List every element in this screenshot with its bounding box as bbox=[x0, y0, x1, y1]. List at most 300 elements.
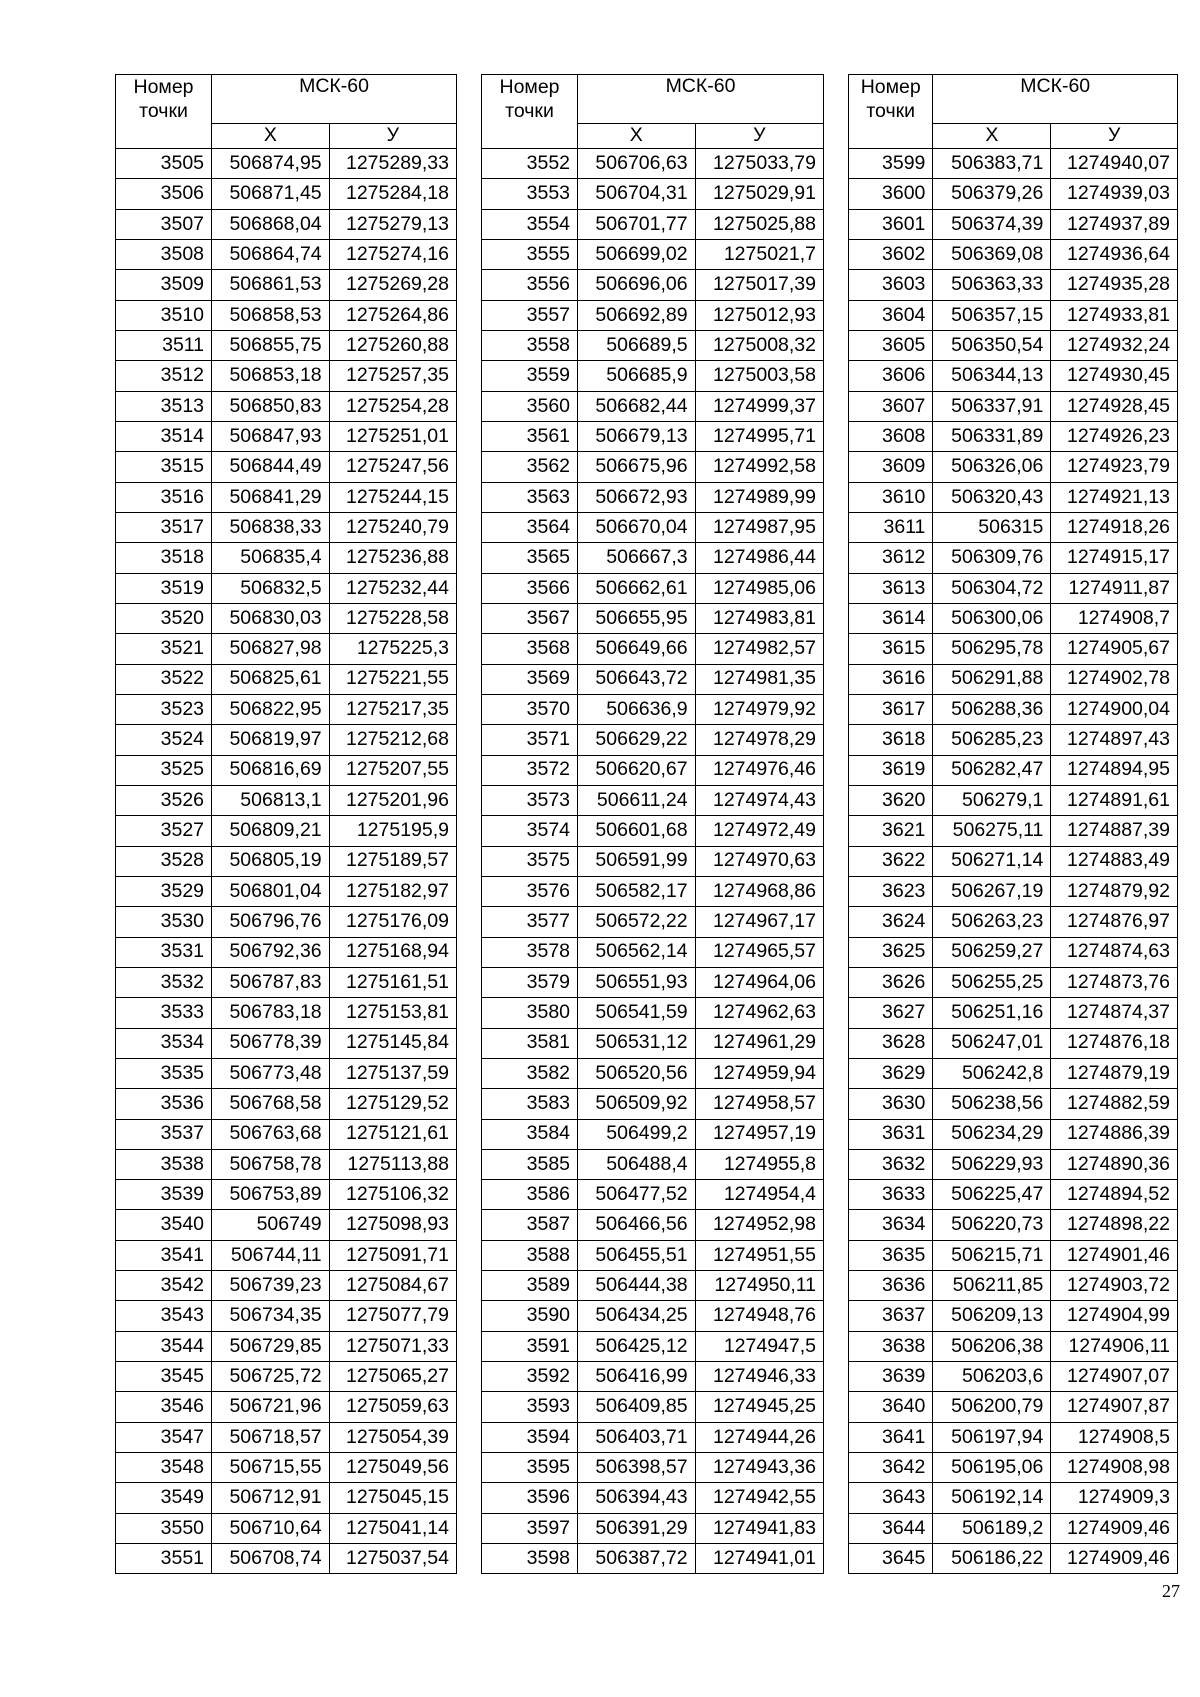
x-coordinate-cell: 506847,93 bbox=[212, 421, 330, 451]
table-row bbox=[116, 1453, 457, 1483]
x-coordinate-cell: 506369,08 bbox=[933, 239, 1051, 269]
x-coordinate-cell: 506858,53 bbox=[212, 300, 330, 330]
point-number-cell: 3584 bbox=[482, 1119, 578, 1149]
x-coordinate-cell: 506192,14 bbox=[933, 1483, 1051, 1513]
y-coordinate-cell: 1274978,29 bbox=[695, 725, 823, 755]
y-coordinate-cell: 1274943,36 bbox=[695, 1453, 823, 1483]
y-coordinate-cell: 1275207,55 bbox=[329, 755, 456, 785]
point-number-cell: 3555 bbox=[482, 239, 578, 269]
point-number-cell: 3556 bbox=[482, 270, 578, 300]
table-row bbox=[849, 1483, 1178, 1513]
table-row bbox=[116, 1544, 457, 1574]
point-number-cell: 3525 bbox=[116, 755, 212, 785]
x-coordinate-cell: 506701,77 bbox=[578, 209, 696, 239]
table-row bbox=[482, 330, 824, 360]
table-row bbox=[849, 482, 1178, 512]
x-coordinate-cell: 506620,67 bbox=[578, 755, 696, 785]
x-coordinate-cell: 506541,59 bbox=[578, 998, 696, 1028]
table-row bbox=[849, 391, 1178, 421]
table-row bbox=[482, 937, 824, 967]
y-coordinate-cell: 1274942,55 bbox=[695, 1483, 823, 1513]
x-coordinate-cell: 506667,3 bbox=[578, 543, 696, 573]
table-row bbox=[849, 1058, 1178, 1088]
y-coordinate-cell: 1275254,28 bbox=[329, 391, 456, 421]
table-row bbox=[116, 452, 457, 482]
y-coordinate-cell: 1275182,97 bbox=[329, 876, 456, 906]
point-number-cell: 3530 bbox=[116, 907, 212, 937]
x-coordinate-cell: 506809,21 bbox=[212, 816, 330, 846]
point-number-cell: 3613 bbox=[849, 573, 933, 603]
point-number-cell: 3531 bbox=[116, 937, 212, 967]
x-coordinate-cell: 506655,95 bbox=[578, 603, 696, 633]
y-coordinate-cell: 1274940,07 bbox=[1051, 149, 1178, 179]
x-coordinate-cell: 506247,01 bbox=[933, 1028, 1051, 1058]
table-row bbox=[482, 239, 824, 269]
x-coordinate-cell: 506255,25 bbox=[933, 967, 1051, 997]
x-coordinate-cell: 506778,39 bbox=[212, 1028, 330, 1058]
x-coordinate-cell: 506718,57 bbox=[212, 1422, 330, 1452]
point-number-cell: 3514 bbox=[116, 421, 212, 451]
x-coordinate-cell: 506234,29 bbox=[933, 1119, 1051, 1149]
table-row bbox=[482, 603, 824, 633]
table-row bbox=[482, 179, 824, 209]
y-coordinate-cell: 1275176,09 bbox=[329, 907, 456, 937]
point-number-cell: 3593 bbox=[482, 1392, 578, 1422]
x-column-header: Х bbox=[933, 124, 1051, 149]
point-number-cell: 3508 bbox=[116, 239, 212, 269]
y-coordinate-cell: 1274894,52 bbox=[1051, 1180, 1178, 1210]
table-row bbox=[849, 725, 1178, 755]
x-coordinate-cell: 506827,98 bbox=[212, 634, 330, 664]
point-number-cell: 3559 bbox=[482, 361, 578, 391]
page-number: 27 bbox=[1162, 1581, 1180, 1601]
y-coordinate-cell: 1274882,59 bbox=[1051, 1089, 1178, 1119]
point-number-cell: 3621 bbox=[849, 816, 933, 846]
y-coordinate-cell: 1274908,5 bbox=[1051, 1422, 1178, 1452]
x-coordinate-cell: 506792,36 bbox=[212, 937, 330, 967]
y-coordinate-cell: 1274903,72 bbox=[1051, 1271, 1178, 1301]
table-row bbox=[116, 1513, 457, 1543]
y-coordinate-cell: 1274972,49 bbox=[695, 816, 823, 846]
x-coordinate-cell: 506572,22 bbox=[578, 907, 696, 937]
point-number-cell: 3590 bbox=[482, 1301, 578, 1331]
y-coordinate-cell: 1274954,4 bbox=[695, 1180, 823, 1210]
y-coordinate-cell: 1274999,37 bbox=[695, 391, 823, 421]
x-coordinate-cell: 506263,23 bbox=[933, 907, 1051, 937]
x-coordinate-cell: 506238,56 bbox=[933, 1089, 1051, 1119]
table-row bbox=[849, 512, 1178, 542]
point-number-cell: 3535 bbox=[116, 1058, 212, 1088]
y-coordinate-cell: 1275008,32 bbox=[695, 330, 823, 360]
point-number-cell: 3519 bbox=[116, 573, 212, 603]
x-coordinate-cell: 506871,45 bbox=[212, 179, 330, 209]
y-coordinate-cell: 1275021,7 bbox=[695, 239, 823, 269]
point-number-cell: 3549 bbox=[116, 1483, 212, 1513]
y-coordinate-cell: 1274932,24 bbox=[1051, 330, 1178, 360]
x-coordinate-cell: 506195,06 bbox=[933, 1453, 1051, 1483]
y-coordinate-cell: 1274905,67 bbox=[1051, 634, 1178, 664]
x-coordinate-cell: 506331,89 bbox=[933, 421, 1051, 451]
table-row bbox=[482, 876, 824, 906]
point-number-cell: 3572 bbox=[482, 755, 578, 785]
point-number-cell: 3561 bbox=[482, 421, 578, 451]
table-row bbox=[482, 816, 824, 846]
x-coordinate-cell: 506229,93 bbox=[933, 1149, 1051, 1179]
point-number-cell: 3516 bbox=[116, 482, 212, 512]
point-number-cell: 3645 bbox=[849, 1544, 933, 1574]
point-number-cell: 3532 bbox=[116, 967, 212, 997]
y-coordinate-cell: 1274961,29 bbox=[695, 1028, 823, 1058]
y-coordinate-cell: 1275084,67 bbox=[329, 1271, 456, 1301]
y-coordinate-cell: 1274911,87 bbox=[1051, 573, 1178, 603]
x-coordinate-cell: 506275,11 bbox=[933, 816, 1051, 846]
point-number-cell: 3544 bbox=[116, 1331, 212, 1361]
table-row bbox=[482, 998, 824, 1028]
point-number-cell: 3528 bbox=[116, 846, 212, 876]
point-number-cell: 3563 bbox=[482, 482, 578, 512]
point-number-header bbox=[116, 75, 212, 149]
y-coordinate-cell: 1274883,49 bbox=[1051, 846, 1178, 876]
point-number-cell: 3518 bbox=[116, 543, 212, 573]
y-coordinate-cell: 1275129,52 bbox=[329, 1089, 456, 1119]
point-number-cell: 3509 bbox=[116, 270, 212, 300]
table-row bbox=[482, 270, 824, 300]
y-coordinate-cell: 1274967,17 bbox=[695, 907, 823, 937]
y-coordinate-cell: 1275221,55 bbox=[329, 664, 456, 694]
y-coordinate-cell: 1274944,26 bbox=[695, 1422, 823, 1452]
y-coordinate-cell: 1274987,95 bbox=[695, 512, 823, 542]
table-body bbox=[482, 149, 824, 1574]
x-coordinate-cell: 506350,54 bbox=[933, 330, 1051, 360]
point-number-cell: 3582 bbox=[482, 1058, 578, 1088]
table-row bbox=[116, 1301, 457, 1331]
x-coordinate-cell: 506391,29 bbox=[578, 1513, 696, 1543]
x-coordinate-cell: 506838,33 bbox=[212, 512, 330, 542]
x-coordinate-cell: 506291,88 bbox=[933, 664, 1051, 694]
point-number-cell: 3506 bbox=[116, 179, 212, 209]
y-coordinate-cell: 1274909,46 bbox=[1051, 1513, 1178, 1543]
y-coordinate-cell: 1274887,39 bbox=[1051, 816, 1178, 846]
point-number-cell: 3542 bbox=[116, 1271, 212, 1301]
table-row bbox=[482, 149, 824, 179]
x-coordinate-cell: 506209,13 bbox=[933, 1301, 1051, 1331]
y-coordinate-cell: 1274879,19 bbox=[1051, 1058, 1178, 1088]
point-number-cell: 3619 bbox=[849, 755, 933, 785]
table-body bbox=[116, 149, 457, 1574]
point-number-header-label: Номер точки bbox=[133, 76, 194, 122]
table-row bbox=[116, 1240, 457, 1270]
y-coordinate-cell: 1274989,99 bbox=[695, 482, 823, 512]
table-row bbox=[482, 1483, 824, 1513]
x-coordinate-cell: 506830,03 bbox=[212, 603, 330, 633]
x-coordinate-cell: 506853,18 bbox=[212, 361, 330, 391]
table-row bbox=[482, 907, 824, 937]
point-number-cell: 3599 bbox=[849, 149, 933, 179]
point-number-cell: 3620 bbox=[849, 785, 933, 815]
point-number-cell: 3562 bbox=[482, 452, 578, 482]
point-number-header-label: Номер точки bbox=[860, 76, 921, 122]
table-row bbox=[482, 209, 824, 239]
point-number-cell: 3540 bbox=[116, 1210, 212, 1240]
x-coordinate-cell: 506679,13 bbox=[578, 421, 696, 451]
y-coordinate-cell: 1275045,15 bbox=[329, 1483, 456, 1513]
table-row bbox=[849, 573, 1178, 603]
table-row bbox=[116, 1058, 457, 1088]
x-coordinate-cell: 506715,55 bbox=[212, 1453, 330, 1483]
x-coordinate-cell: 506499,2 bbox=[578, 1119, 696, 1149]
point-number-cell: 3552 bbox=[482, 149, 578, 179]
y-coordinate-cell: 1274898,22 bbox=[1051, 1210, 1178, 1240]
x-coordinate-cell: 506288,36 bbox=[933, 694, 1051, 724]
coordinate-system-header: МСК-60 bbox=[933, 75, 1178, 124]
table-row bbox=[482, 573, 824, 603]
point-number-cell: 3612 bbox=[849, 543, 933, 573]
table-row bbox=[849, 1028, 1178, 1058]
y-column-header: У bbox=[329, 124, 456, 149]
table-row bbox=[482, 1301, 824, 1331]
point-number-cell: 3628 bbox=[849, 1028, 933, 1058]
y-coordinate-cell: 1275217,35 bbox=[329, 694, 456, 724]
x-coordinate-cell: 506444,38 bbox=[578, 1271, 696, 1301]
y-coordinate-cell: 1274928,45 bbox=[1051, 391, 1178, 421]
x-coordinate-cell: 506242,8 bbox=[933, 1058, 1051, 1088]
y-coordinate-cell: 1274918,26 bbox=[1051, 512, 1178, 542]
table-row bbox=[849, 330, 1178, 360]
point-number-cell: 3553 bbox=[482, 179, 578, 209]
y-coordinate-cell: 1274936,64 bbox=[1051, 239, 1178, 269]
table-row bbox=[849, 179, 1178, 209]
x-coordinate-cell: 506379,26 bbox=[933, 179, 1051, 209]
table-row bbox=[849, 1453, 1178, 1483]
y-coordinate-cell: 1274923,79 bbox=[1051, 452, 1178, 482]
x-coordinate-cell: 506813,1 bbox=[212, 785, 330, 815]
point-number-cell: 3515 bbox=[116, 452, 212, 482]
y-coordinate-cell: 1274886,39 bbox=[1051, 1119, 1178, 1149]
x-coordinate-cell: 506488,4 bbox=[578, 1149, 696, 1179]
x-coordinate-cell: 506271,14 bbox=[933, 846, 1051, 876]
y-coordinate-cell: 1275065,27 bbox=[329, 1362, 456, 1392]
y-coordinate-cell: 1275077,79 bbox=[329, 1301, 456, 1331]
point-number-cell: 3536 bbox=[116, 1089, 212, 1119]
point-number-cell: 3577 bbox=[482, 907, 578, 937]
x-coordinate-cell: 506670,04 bbox=[578, 512, 696, 542]
table-row bbox=[482, 1513, 824, 1543]
x-coordinate-cell: 506861,53 bbox=[212, 270, 330, 300]
point-number-cell: 3533 bbox=[116, 998, 212, 1028]
y-coordinate-cell: 1274982,57 bbox=[695, 634, 823, 664]
table-row bbox=[482, 1210, 824, 1240]
table-row bbox=[116, 1028, 457, 1058]
x-coordinate-cell: 506466,56 bbox=[578, 1210, 696, 1240]
x-coordinate-cell: 506285,23 bbox=[933, 725, 1051, 755]
y-coordinate-cell: 1275228,58 bbox=[329, 603, 456, 633]
table-row bbox=[116, 1271, 457, 1301]
y-coordinate-cell: 1274979,92 bbox=[695, 694, 823, 724]
x-coordinate-cell: 506708,74 bbox=[212, 1544, 330, 1574]
table-row bbox=[116, 543, 457, 573]
point-number-cell: 3586 bbox=[482, 1180, 578, 1210]
y-coordinate-cell: 1274907,87 bbox=[1051, 1392, 1178, 1422]
point-number-cell: 3546 bbox=[116, 1392, 212, 1422]
x-coordinate-cell: 506753,89 bbox=[212, 1180, 330, 1210]
table-row bbox=[482, 1453, 824, 1483]
table-row bbox=[116, 149, 457, 179]
point-number-cell: 3606 bbox=[849, 361, 933, 391]
table-row bbox=[849, 300, 1178, 330]
table-row bbox=[116, 330, 457, 360]
point-number-cell: 3570 bbox=[482, 694, 578, 724]
x-coordinate-cell: 506398,57 bbox=[578, 1453, 696, 1483]
point-number-cell: 3523 bbox=[116, 694, 212, 724]
x-coordinate-cell: 506551,93 bbox=[578, 967, 696, 997]
y-coordinate-cell: 1274937,89 bbox=[1051, 209, 1178, 239]
table-row bbox=[116, 209, 457, 239]
x-coordinate-cell: 506864,74 bbox=[212, 239, 330, 269]
x-coordinate-cell: 506643,72 bbox=[578, 664, 696, 694]
y-coordinate-cell: 1275012,93 bbox=[695, 300, 823, 330]
x-coordinate-cell: 506282,47 bbox=[933, 755, 1051, 785]
point-number-cell: 3589 bbox=[482, 1271, 578, 1301]
table-row bbox=[116, 1119, 457, 1149]
point-number-cell: 3587 bbox=[482, 1210, 578, 1240]
point-number-cell: 3551 bbox=[116, 1544, 212, 1574]
point-number-cell: 3569 bbox=[482, 664, 578, 694]
point-number-cell: 3591 bbox=[482, 1331, 578, 1361]
point-number-cell: 3611 bbox=[849, 512, 933, 542]
x-coordinate-cell: 506225,47 bbox=[933, 1180, 1051, 1210]
y-coordinate-cell: 1274941,01 bbox=[695, 1544, 823, 1574]
x-coordinate-cell: 506685,9 bbox=[578, 361, 696, 391]
point-number-header bbox=[482, 75, 578, 149]
table-row bbox=[482, 1544, 824, 1574]
x-coordinate-cell: 506383,71 bbox=[933, 149, 1051, 179]
y-coordinate-cell: 1274897,43 bbox=[1051, 725, 1178, 755]
x-coordinate-cell: 506636,9 bbox=[578, 694, 696, 724]
x-coordinate-cell: 506832,5 bbox=[212, 573, 330, 603]
y-coordinate-cell: 1275121,61 bbox=[329, 1119, 456, 1149]
point-number-cell: 3595 bbox=[482, 1453, 578, 1483]
point-number-cell: 3641 bbox=[849, 1422, 933, 1452]
table-row bbox=[482, 967, 824, 997]
x-coordinate-cell: 506582,17 bbox=[578, 876, 696, 906]
point-number-cell: 3557 bbox=[482, 300, 578, 330]
x-coordinate-cell: 506629,22 bbox=[578, 725, 696, 755]
y-coordinate-cell: 1275037,54 bbox=[329, 1544, 456, 1574]
table-row bbox=[849, 1210, 1178, 1240]
x-coordinate-cell: 506868,04 bbox=[212, 209, 330, 239]
x-column-header: Х bbox=[578, 124, 696, 149]
y-coordinate-cell: 1274983,81 bbox=[695, 603, 823, 633]
x-coordinate-cell: 506387,72 bbox=[578, 1544, 696, 1574]
x-coordinate-cell: 506300,06 bbox=[933, 603, 1051, 633]
point-number-header bbox=[849, 75, 933, 149]
x-coordinate-cell: 506819,97 bbox=[212, 725, 330, 755]
table-row bbox=[849, 816, 1178, 846]
y-coordinate-cell: 1275106,32 bbox=[329, 1180, 456, 1210]
x-coordinate-cell: 506357,15 bbox=[933, 300, 1051, 330]
table-row bbox=[116, 1483, 457, 1513]
y-coordinate-cell: 1274968,86 bbox=[695, 876, 823, 906]
point-number-cell: 3521 bbox=[116, 634, 212, 664]
table-row bbox=[849, 1422, 1178, 1452]
x-coordinate-cell: 506758,78 bbox=[212, 1149, 330, 1179]
x-coordinate-cell: 506692,89 bbox=[578, 300, 696, 330]
point-number-cell: 3636 bbox=[849, 1271, 933, 1301]
point-number-cell: 3526 bbox=[116, 785, 212, 815]
table-row bbox=[482, 452, 824, 482]
point-number-cell: 3573 bbox=[482, 785, 578, 815]
y-coordinate-cell: 1275236,88 bbox=[329, 543, 456, 573]
x-coordinate-cell: 506326,06 bbox=[933, 452, 1051, 482]
table-row bbox=[849, 1544, 1178, 1574]
y-coordinate-cell: 1275017,39 bbox=[695, 270, 823, 300]
point-number-cell: 3529 bbox=[116, 876, 212, 906]
y-coordinate-cell: 1275029,91 bbox=[695, 179, 823, 209]
point-number-cell: 3585 bbox=[482, 1149, 578, 1179]
y-coordinate-cell: 1274876,18 bbox=[1051, 1028, 1178, 1058]
point-number-cell: 3615 bbox=[849, 634, 933, 664]
table-row bbox=[116, 1362, 457, 1392]
table-row bbox=[116, 694, 457, 724]
y-coordinate-cell: 1274948,76 bbox=[695, 1301, 823, 1331]
y-coordinate-cell: 1274970,63 bbox=[695, 846, 823, 876]
point-number-cell: 3567 bbox=[482, 603, 578, 633]
table-row bbox=[849, 1089, 1178, 1119]
table-row bbox=[116, 937, 457, 967]
table-row bbox=[116, 876, 457, 906]
y-coordinate-cell: 1274879,92 bbox=[1051, 876, 1178, 906]
table-header-row bbox=[116, 75, 457, 124]
table-row bbox=[116, 573, 457, 603]
table-row bbox=[849, 1180, 1178, 1210]
table-row bbox=[116, 785, 457, 815]
y-coordinate-cell: 1275240,79 bbox=[329, 512, 456, 542]
x-coordinate-cell: 506267,19 bbox=[933, 876, 1051, 906]
table-row bbox=[482, 1028, 824, 1058]
point-number-cell: 3581 bbox=[482, 1028, 578, 1058]
point-number-cell: 3627 bbox=[849, 998, 933, 1028]
y-coordinate-cell: 1275225,3 bbox=[329, 634, 456, 664]
y-coordinate-cell: 1274894,95 bbox=[1051, 755, 1178, 785]
y-coordinate-cell: 1275274,16 bbox=[329, 239, 456, 269]
x-coordinate-cell: 506477,52 bbox=[578, 1180, 696, 1210]
table-row bbox=[116, 603, 457, 633]
point-number-cell: 3609 bbox=[849, 452, 933, 482]
x-coordinate-cell: 506682,44 bbox=[578, 391, 696, 421]
table-row bbox=[849, 876, 1178, 906]
table-row bbox=[482, 1240, 824, 1270]
x-coordinate-cell: 506699,02 bbox=[578, 239, 696, 269]
y-coordinate-cell: 1274951,55 bbox=[695, 1240, 823, 1270]
point-number-cell: 3505 bbox=[116, 149, 212, 179]
table-row bbox=[116, 1331, 457, 1361]
table-row bbox=[482, 1362, 824, 1392]
point-number-cell: 3576 bbox=[482, 876, 578, 906]
table-row bbox=[849, 270, 1178, 300]
table-row bbox=[482, 785, 824, 815]
table-row bbox=[116, 270, 457, 300]
table-row bbox=[116, 846, 457, 876]
point-number-cell: 3596 bbox=[482, 1483, 578, 1513]
y-coordinate-cell: 1274900,04 bbox=[1051, 694, 1178, 724]
y-coordinate-cell: 1275071,33 bbox=[329, 1331, 456, 1361]
point-number-cell: 3600 bbox=[849, 179, 933, 209]
point-number-cell: 3527 bbox=[116, 816, 212, 846]
y-coordinate-cell: 1275153,81 bbox=[329, 998, 456, 1028]
point-number-cell: 3550 bbox=[116, 1513, 212, 1543]
point-number-cell: 3625 bbox=[849, 937, 933, 967]
table-row bbox=[482, 634, 824, 664]
